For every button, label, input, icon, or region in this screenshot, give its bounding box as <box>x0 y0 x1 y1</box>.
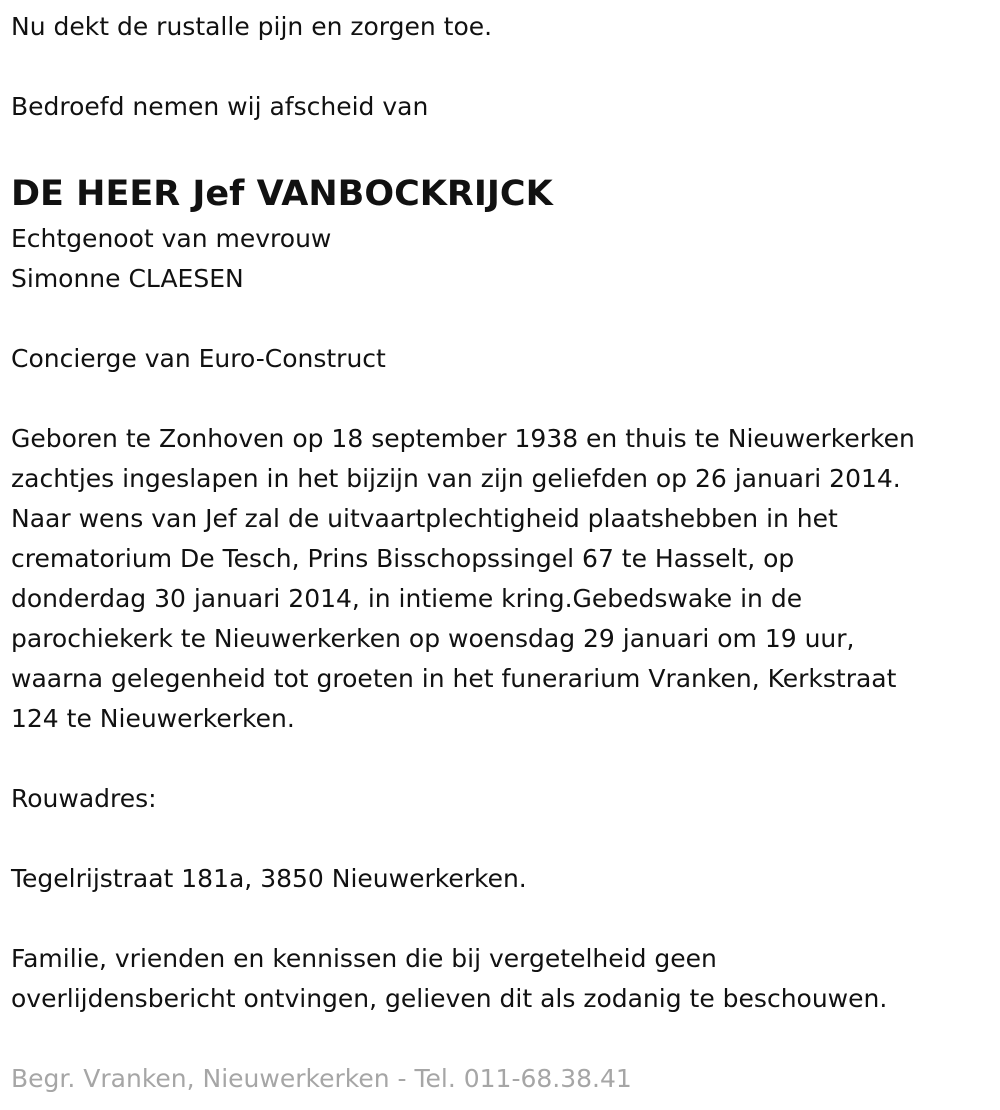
spouse-line-2: Simonne CLAESEN <box>11 264 244 293</box>
opening-line: Nu dekt de rustalle pijn en zorgen toe. <box>11 12 493 41</box>
details-line: Geboren te Zonhoven op 18 september 1938 en thuis te Nieuwerkerken <box>11 424 915 453</box>
details-line: waarna gelegenheid tot groeten in het funerarium Vranken, Kerkstraat <box>11 664 897 693</box>
funeral-home-footer: Begr. Vranken, Nieuwerkerken - Tel. 011-68.38.41 <box>11 1064 632 1093</box>
deceased-name: DE HEER Jef VANBOCKRIJCK <box>11 174 553 214</box>
details-line: donderdag 30 januari 2014, in intieme kring.Gebedswake in de <box>11 584 803 613</box>
spouse-line-1: Echtgenoot van mevrouw <box>11 224 332 253</box>
mourning-address: Tegelrijstraat 181a, 3850 Nieuwerkerken. <box>11 864 527 893</box>
spacer <box>11 1019 1000 1059</box>
occupation: Concierge van Euro-Construct <box>11 344 386 373</box>
family-note-line: Familie, vrienden en kennissen die bij vergetelheid geen <box>11 944 717 973</box>
details-line: parochiekerk te Nieuwerkerken op woensdag 29 januari om 19 uur, <box>11 624 855 653</box>
spacer <box>11 299 1000 339</box>
spacer <box>11 819 1000 859</box>
details-line: crematorium De Tesch, Prins Bisschopssingel 67 te Hasselt, op <box>11 544 795 573</box>
details-line: Naar wens van Jef zal de uitvaartplechtigheid plaatshebben in het <box>11 504 838 533</box>
spacer <box>11 127 1000 167</box>
spacer <box>11 47 1000 87</box>
spacer <box>11 739 1000 779</box>
spacer <box>11 379 1000 419</box>
spacer <box>11 899 1000 939</box>
details-paragraph <box>11 419 1000 739</box>
address-label: Rouwadres: <box>11 784 157 813</box>
details-line: zachtjes ingeslapen in het bijzijn van zijn geliefden op 26 januari 2014. <box>11 464 901 493</box>
intro-line: Bedroefd nemen wij afscheid van <box>11 92 429 121</box>
family-note-line: overlijdensbericht ontvingen, gelieven dit als zodanig te beschouwen. <box>11 984 888 1013</box>
family-note <box>11 939 1000 1019</box>
details-line: 124 te Nieuwerkerken. <box>11 704 295 733</box>
